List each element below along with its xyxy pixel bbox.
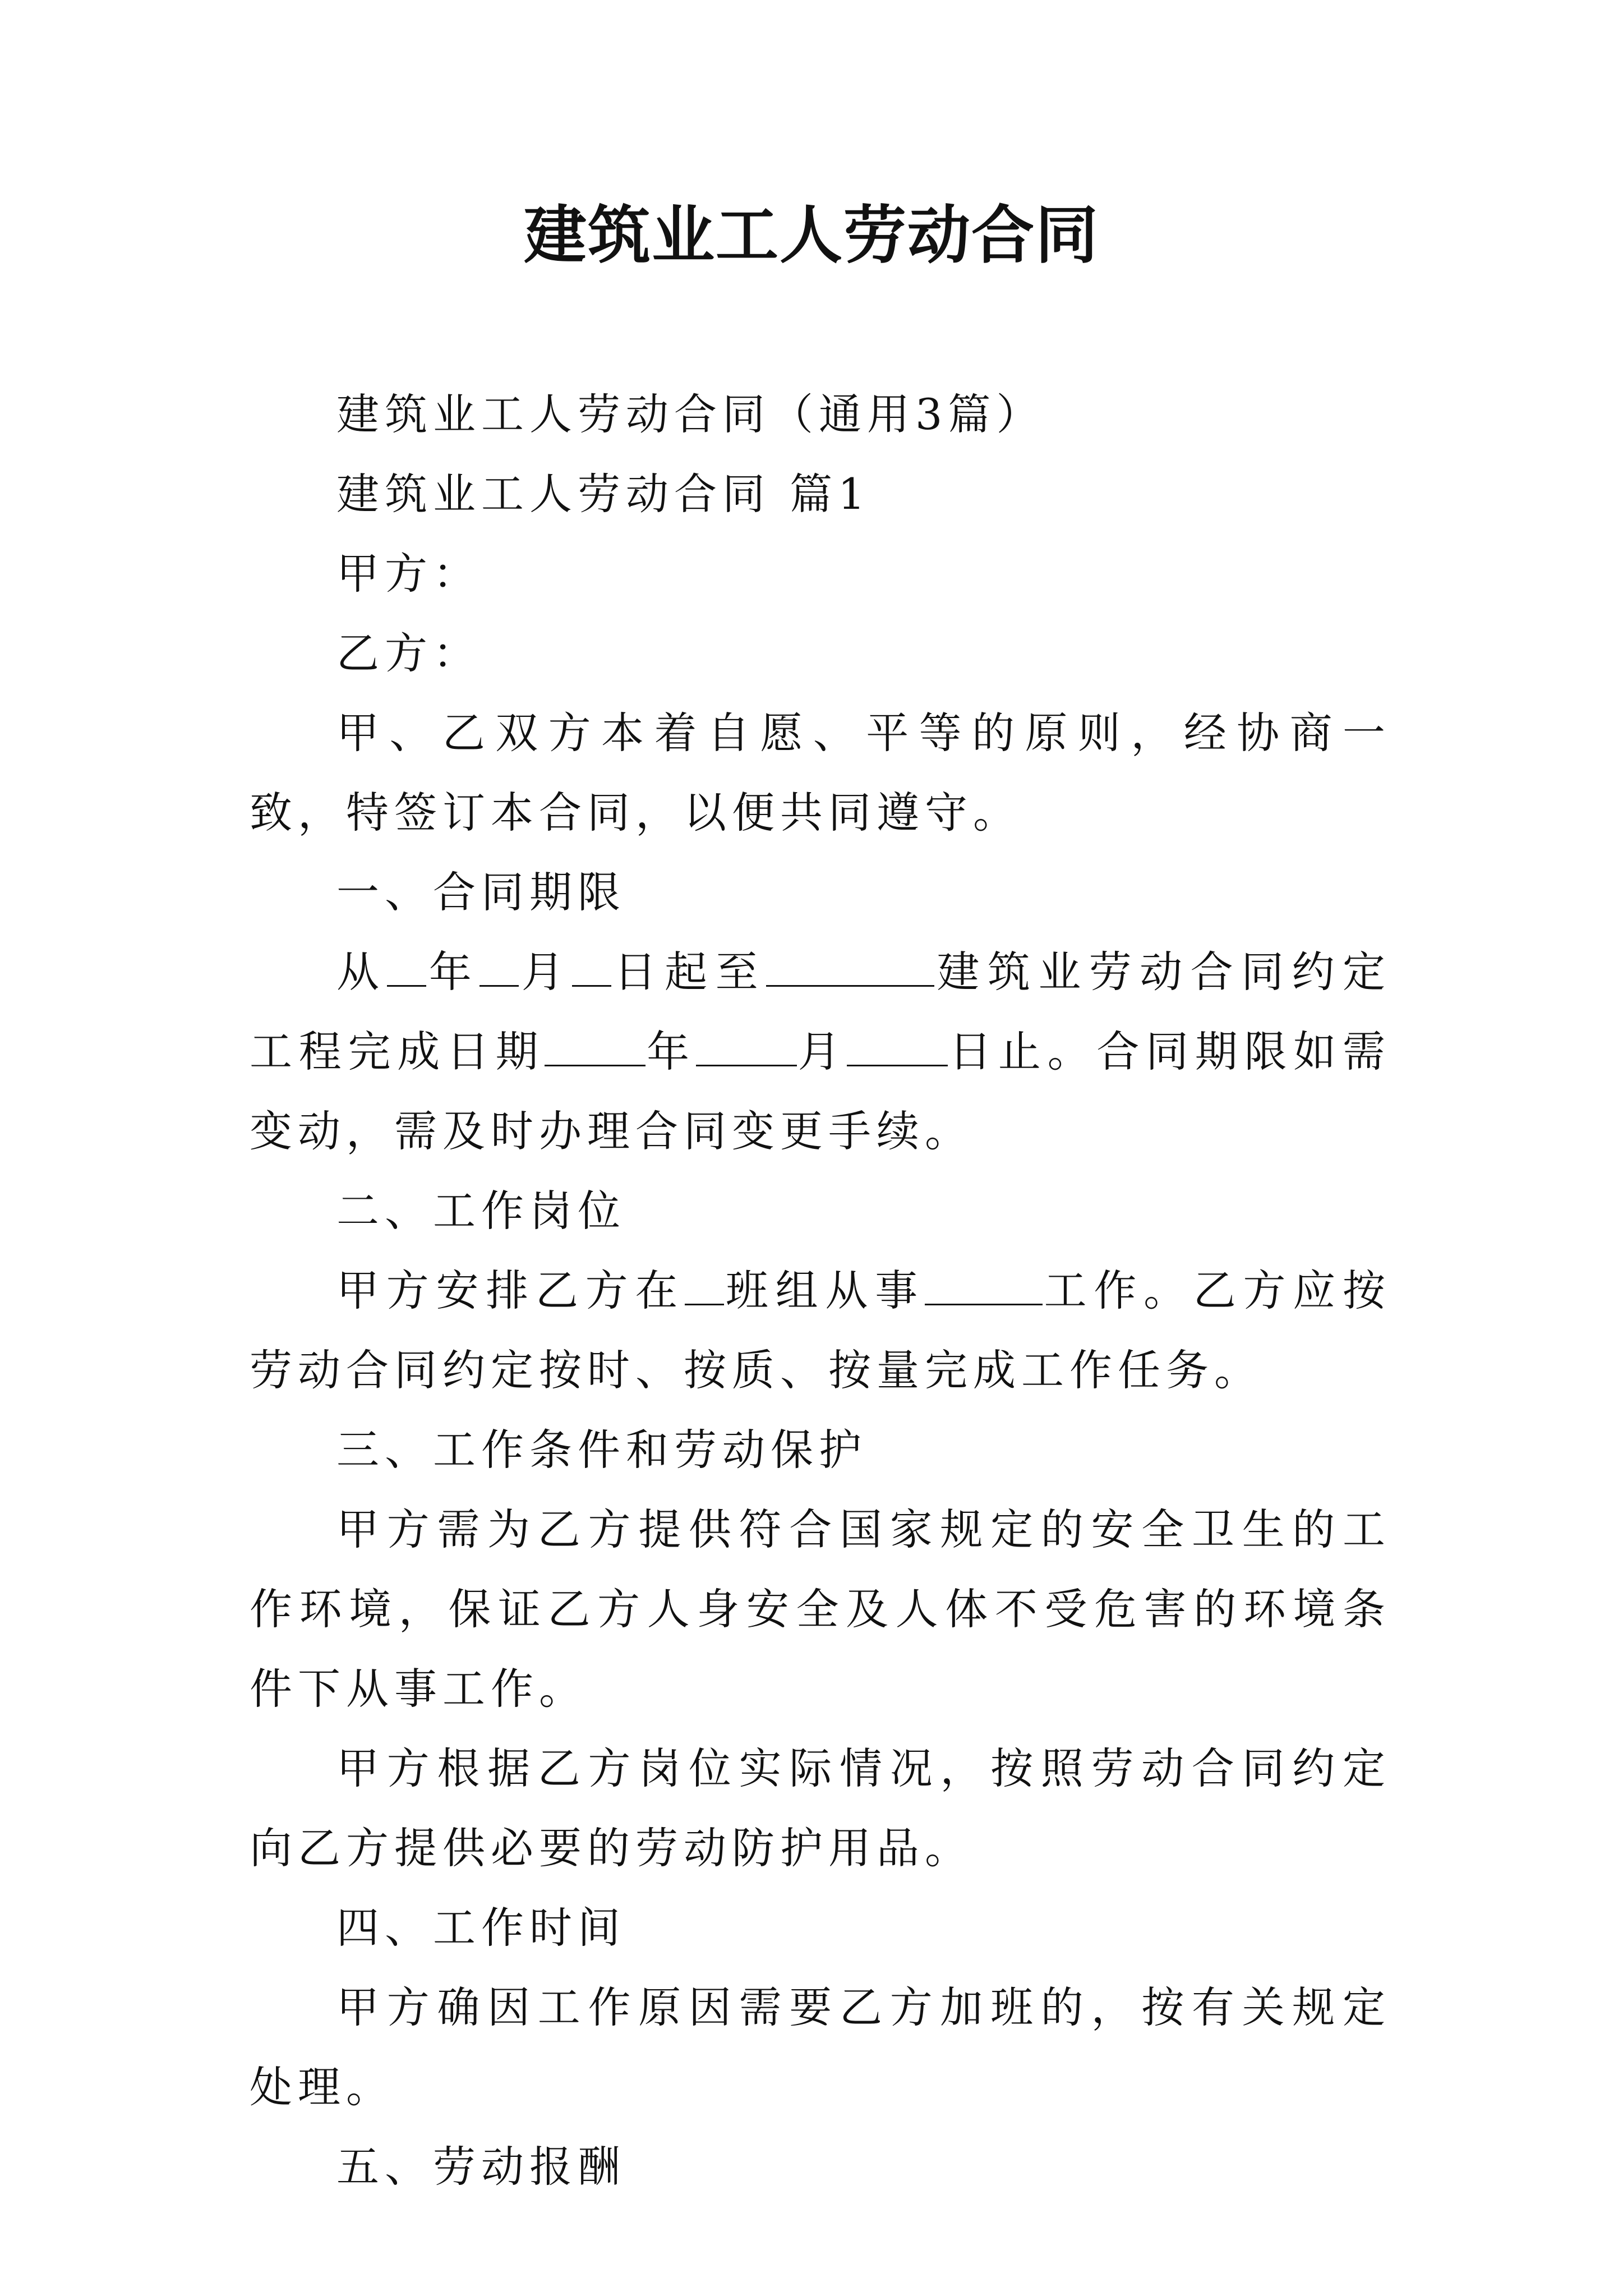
s4-paragraph-1: 甲方确因工作原因需要乙方加班的，按有关规定处理。 [250, 1982, 1391, 2112]
s4-heading: 四、工作时间 [336, 1903, 626, 1953]
document-body [250, 375, 1391, 2207]
end-month-blank [696, 1024, 797, 1066]
s1-text-from: 从 [336, 947, 388, 997]
document-title: 建筑业工人劳动合同 [524, 199, 1099, 272]
s3-paragraph-2: 甲方根据乙方岗位实际情况，按照劳动合同约定向乙方提供必要的劳动防护用品。 [250, 1743, 1391, 1873]
party-a-label: 甲方： [336, 549, 481, 599]
s3-heading: 三、工作条件和劳动保护 [336, 1425, 867, 1475]
s2-paragraph [250, 1251, 1391, 1410]
party-b-label: 乙方： [336, 628, 481, 678]
s1-text-month: 月 [519, 947, 573, 997]
s2-text-1: 甲方安排乙方在 [336, 1266, 685, 1315]
end-day-blank [847, 1024, 948, 1066]
s1-paragraph [250, 932, 1391, 1171]
s1-text-year-2: 年 [645, 1027, 696, 1076]
s1-text-year: 年 [426, 947, 480, 997]
end-year-blank [545, 1024, 645, 1066]
start-day-blank [572, 945, 611, 987]
s2-text-2: 班组从事 [724, 1266, 925, 1315]
s1-heading: 一、合同期限 [336, 867, 626, 917]
s3-paragraph-1: 甲方需为乙方提供符合国家规定的安全卫生的工作环境，保证乙方人身安全及人体不受危害的环境条件下从事工作。 [250, 1504, 1391, 1714]
s2-heading: 二、工作岗位 [336, 1186, 626, 1236]
s1-text-day-to: 日起至 [611, 947, 767, 997]
job-blank [925, 1263, 1043, 1305]
project-blank [766, 945, 934, 987]
s5-heading: 五、劳动报酬 [336, 2142, 626, 2192]
start-month-blank [479, 945, 519, 987]
s1-text-end: 日止。合同期限如需变动，需及时办理合同变更手续。 [250, 1027, 1391, 1156]
section-heading: 建筑业工人劳动合同 篇1 [336, 469, 871, 519]
intro-paragraph: 甲、乙双方本着自愿、平等的原则，经协商一致，特签订本合同，以便共同遵守。 [250, 708, 1391, 838]
subtitle: 建筑业工人劳动合同（通用3篇） [336, 389, 1045, 439]
team-blank [685, 1263, 724, 1305]
s2-text-3: 工作。乙方应按劳动合同约定按时、按质、按量完成工作任务。 [250, 1266, 1391, 1395]
start-year-blank [387, 945, 426, 987]
s1-text-month-2: 月 [796, 1027, 847, 1076]
s1-text-completion: 建筑业劳动合同约定工程完成日期 [250, 947, 1391, 1076]
